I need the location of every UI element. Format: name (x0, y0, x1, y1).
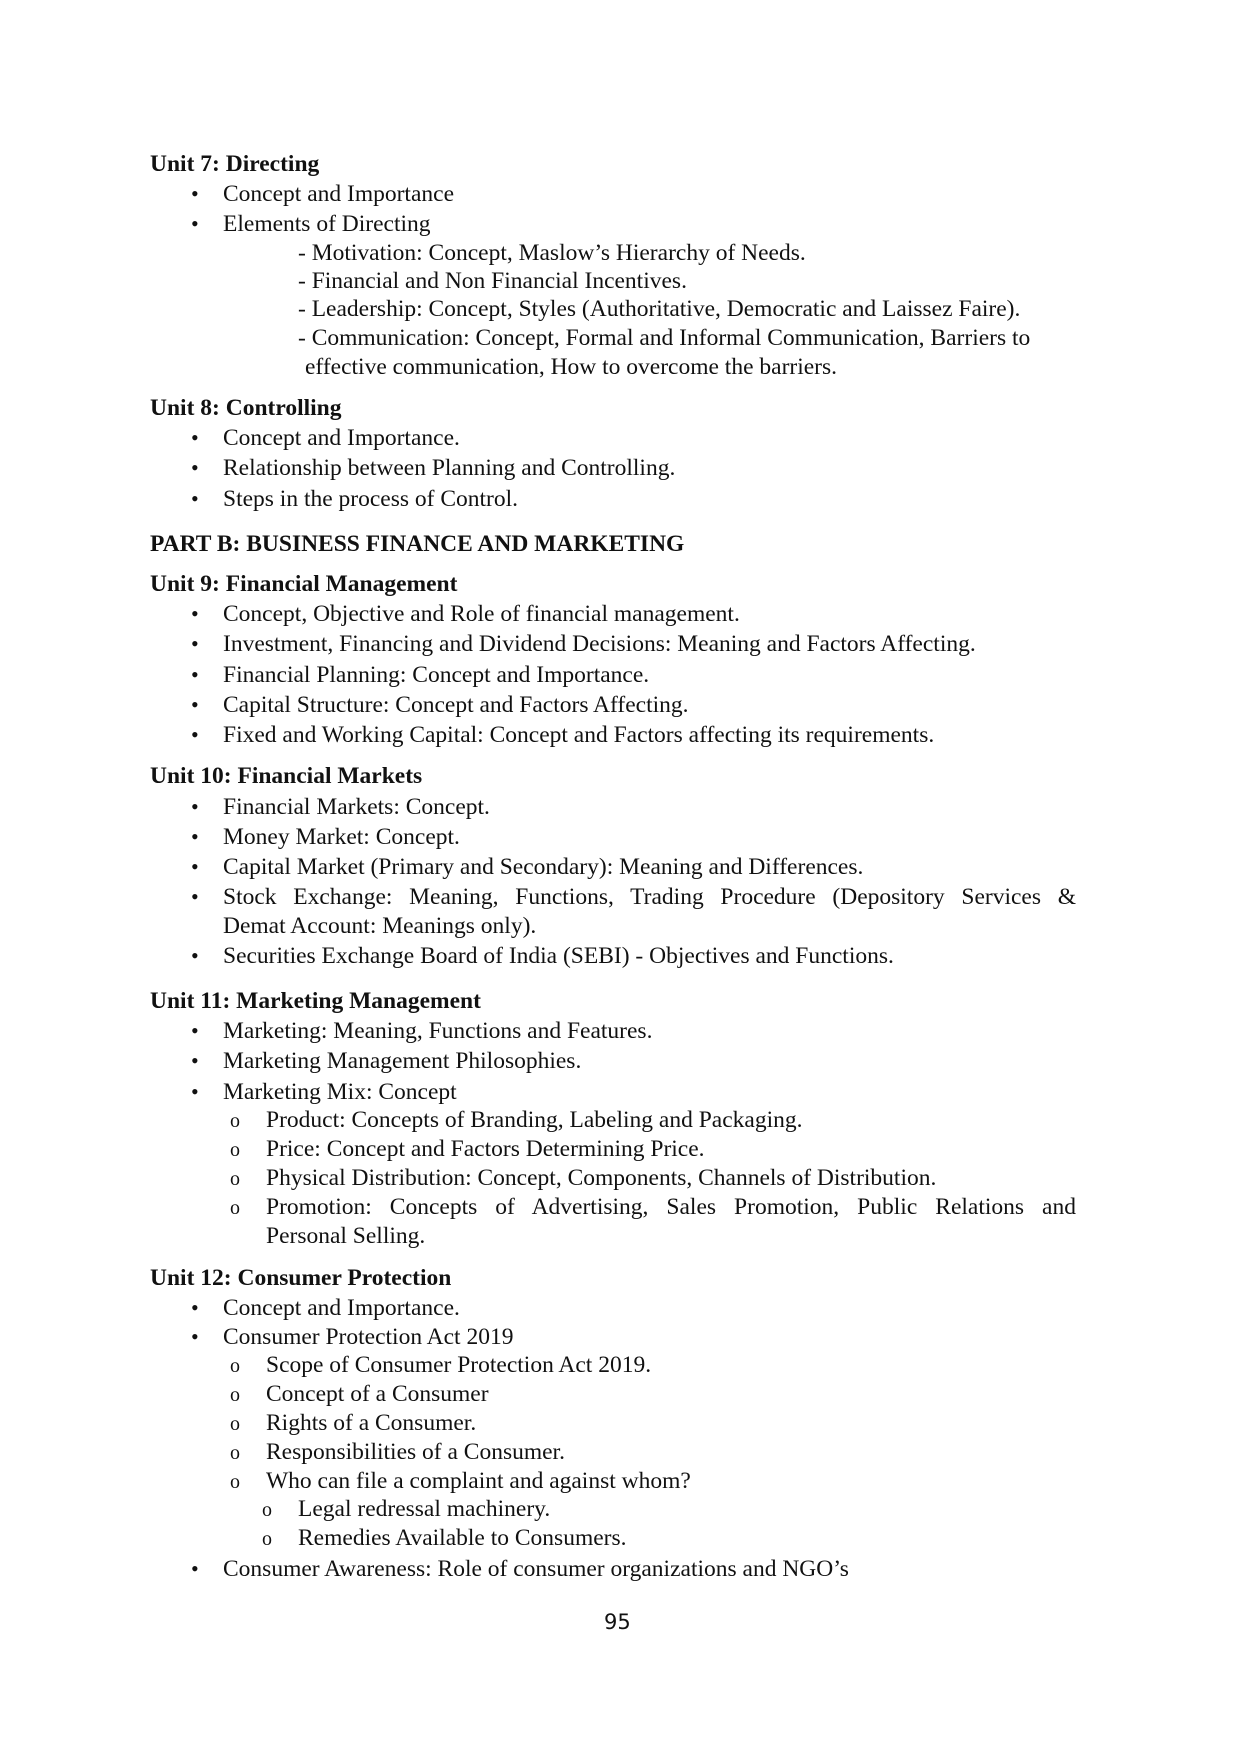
sub-bullet-marker: o (230, 1384, 240, 1406)
bullet-marker: • (191, 854, 199, 879)
bullet-marker: • (191, 181, 199, 206)
unit-10-heading: Unit 10: Financial Markets (150, 763, 423, 789)
bullet-marker: • (191, 455, 199, 480)
sub-bullet-marker: o (262, 1499, 272, 1521)
bullet-marker: • (191, 884, 199, 909)
bullet-marker: • (191, 486, 199, 511)
list-subitem: Physical Distribution: Concept, Components, Channels of Distribution. (266, 1165, 937, 1191)
sub-bullet-marker: o (230, 1413, 240, 1435)
sub-bullet-marker: o (230, 1110, 240, 1132)
list-subitem: Rights of a Consumer. (266, 1410, 477, 1436)
bullet-marker: • (191, 722, 199, 747)
list-subitem: Price: Concept and Factors Determining Price. (266, 1136, 705, 1162)
list-item: Steps in the process of Control. (223, 486, 519, 512)
bullet-marker: • (191, 662, 199, 687)
sub-bullet-marker: o (230, 1471, 240, 1493)
part-b-heading: PART B: BUSINESS FINANCE AND MARKETING (150, 531, 685, 557)
bullet-marker: • (191, 1048, 199, 1073)
list-subitem-continuation: effective communication, How to overcome the barriers. (305, 354, 838, 380)
list-subitem: - Motivation: Concept, Maslow’s Hierarchy of Needs. (298, 240, 806, 266)
bullet-marker: • (191, 794, 199, 819)
list-item: Elements of Directing (223, 211, 431, 237)
list-subitem: - Financial and Non Financial Incentives. (298, 268, 687, 294)
list-subitem: - Communication: Concept, Formal and Informal Communication, Barriers to (298, 325, 1031, 351)
list-item: Marketing Mix: Concept (223, 1079, 457, 1105)
bullet-marker: • (191, 601, 199, 626)
bullet-marker: • (191, 1018, 199, 1043)
list-subitem: Responsibilities of a Consumer. (266, 1439, 565, 1465)
list-item: Investment, Financing and Dividend Decisions: Meaning and Factors Affecting. (223, 631, 976, 657)
bullet-marker: • (191, 631, 199, 656)
sub-bullet-marker: o (230, 1168, 240, 1190)
list-item: Concept and Importance. (223, 425, 460, 451)
list-item-continuation: Demat Account: Meanings only). (223, 913, 537, 939)
bullet-marker: • (191, 1556, 199, 1581)
unit-12-heading: Unit 12: Consumer Protection (150, 1265, 452, 1291)
list-item: Fixed and Working Capital: Concept and Factors affecting its requirements. (223, 722, 935, 748)
bullet-marker: • (191, 425, 199, 450)
list-item: Concept and Importance (223, 181, 454, 207)
list-item: Stock Exchange: Meaning, Functions, Trading Procedure (Depository Services & (223, 884, 1076, 910)
list-item: Securities Exchange Board of India (SEBI) - Objectives and Functions. (223, 943, 894, 969)
list-subitem-continuation: Personal Selling. (266, 1223, 426, 1249)
bullet-marker: • (191, 1295, 199, 1320)
list-item: Capital Market (Primary and Secondary): Meaning and Differences. (223, 854, 864, 880)
bullet-marker: • (191, 211, 199, 236)
bullet-marker: • (191, 824, 199, 849)
list-item: Capital Structure: Concept and Factors Affecting. (223, 692, 689, 718)
sub-bullet-marker: o (262, 1528, 272, 1550)
bullet-marker: • (191, 1324, 199, 1349)
list-subitem: Scope of Consumer Protection Act 2019. (266, 1352, 652, 1378)
sub-bullet-marker: o (230, 1442, 240, 1464)
bullet-marker: • (191, 692, 199, 717)
unit-9-heading: Unit 9: Financial Management (150, 571, 458, 597)
bullet-marker: • (191, 1079, 199, 1104)
list-item: Concept and Importance. (223, 1295, 460, 1321)
list-item: Financial Markets: Concept. (223, 794, 490, 820)
list-item: Marketing Management Philosophies. (223, 1048, 582, 1074)
bullet-marker: • (191, 943, 199, 968)
list-subitem: Concept of a Consumer (266, 1381, 489, 1407)
list-item: Money Market: Concept. (223, 824, 460, 850)
list-item: Consumer Protection Act 2019 (223, 1324, 514, 1350)
list-item: Relationship between Planning and Controlling. (223, 455, 676, 481)
unit-8-heading: Unit 8: Controlling (150, 395, 342, 421)
sub-bullet-marker: o (230, 1355, 240, 1377)
list-subsubitem: Legal redressal machinery. (298, 1496, 551, 1522)
page-number: 95 (604, 1610, 631, 1634)
list-item: Marketing: Meaning, Functions and Features. (223, 1018, 653, 1044)
sub-bullet-marker: o (230, 1139, 240, 1161)
unit-11-heading: Unit 11: Marketing Management (150, 988, 481, 1014)
list-subitem: Who can file a complaint and against whom? (266, 1468, 691, 1494)
unit-7-heading: Unit 7: Directing (150, 151, 320, 177)
list-subsubitem: Remedies Available to Consumers. (298, 1525, 627, 1551)
list-subitem: Promotion: Concepts of Advertising, Sales Promotion, Public Relations and (266, 1194, 1076, 1220)
list-item: Financial Planning: Concept and Importance. (223, 662, 650, 688)
list-item: Concept, Objective and Role of financial management. (223, 601, 740, 627)
list-subitem: - Leadership: Concept, Styles (Authoritative, Democratic and Laissez Faire). (298, 296, 1021, 322)
list-item: Consumer Awareness: Role of consumer organizations and NGO’s (223, 1556, 849, 1582)
sub-bullet-marker: o (230, 1197, 240, 1219)
list-subitem: Product: Concepts of Branding, Labeling and Packaging. (266, 1107, 803, 1133)
